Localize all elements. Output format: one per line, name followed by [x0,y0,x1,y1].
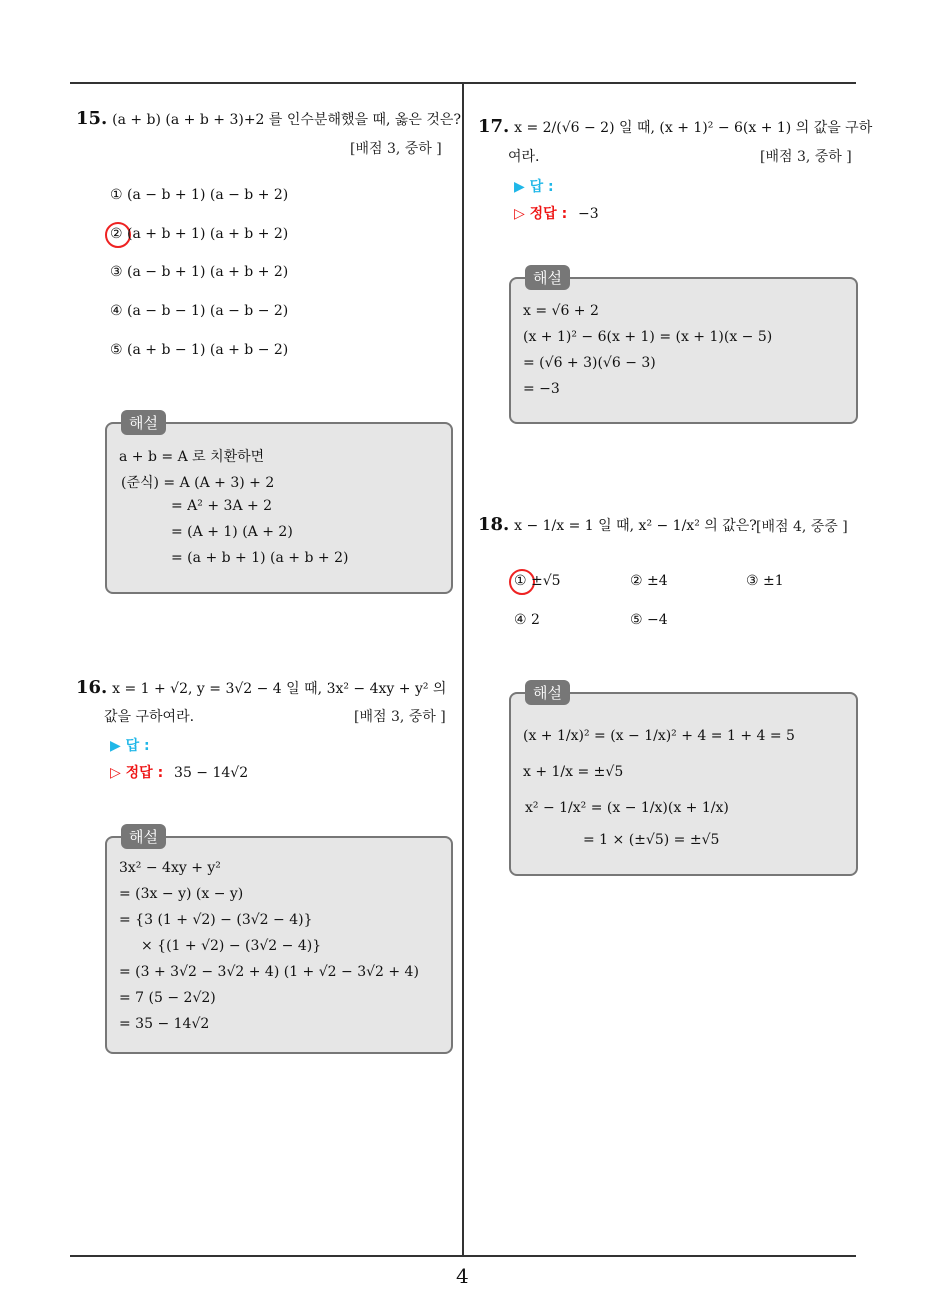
question-text: x − 1/x = 1 일 때, x² − 1/x² 의 값은? [514,518,757,534]
exp-line: = (a + b + 1) (a + b + 2) [171,550,349,566]
score-meta: [배점 4, 중중 ] [756,519,848,535]
exp-line: (준식) = A (A + 3) + 2 [121,475,275,491]
question-text: x = 1 + √2, y = 3√2 − 4 일 때, 3x² − 4xy + y² 의 [112,681,447,697]
exp-line: = 35 − 14√2 [119,1016,210,1032]
exp-line: (x + 1/x)² = (x − 1/x)² + 4 = 1 + 4 = 5 [523,728,795,744]
exp-line: x² − 1/x² = (x − 1/x)(x + 1/x) [525,800,729,816]
page-number: 4 [456,1264,469,1288]
question-text: (a + b) (a + b + 3)+2 를 인수분해했을 때, 옳은 것은? [112,112,461,128]
exp-line: = (3x − y) (x − y) [119,886,244,902]
exp-line: x + 1/x = ±√5 [523,764,624,780]
exp-line: = (√6 + 3)(√6 − 3) [523,355,656,371]
choice-1[interactable]: ① ±√5 [514,573,561,589]
exp-line: = 7 (5 − 2√2) [119,990,216,1006]
column-divider [462,82,464,1256]
exp-line: 3x² − 4xy + y² [119,860,221,876]
question-number: 15. [76,108,108,129]
answer-label: ▶ 답 : [514,179,554,195]
explanation-box [509,684,858,876]
answer-label: ▶ 답 : [110,738,150,754]
question-number: 18. [478,514,510,535]
choice-3[interactable]: ③ ±1 [746,573,784,589]
question-text-cont: 여라. [508,149,540,165]
choice-3[interactable]: ③ (a − b + 1) (a + b + 2) [110,264,289,280]
choice-5[interactable]: ⑤ (a + b − 1) (a + b − 2) [110,342,289,358]
score-meta: [배점 3, 중하 ] [760,149,852,165]
exp-line: = {3 (1 + √2) − (3√2 − 4)} [119,912,313,928]
exp-line: = A² + 3A + 2 [171,498,273,514]
explanation-tab: 해설 [525,680,570,705]
exp-line: = −3 [523,381,560,397]
correct-answer-label: ▷ 정답 : [514,206,568,222]
explanation-tab: 해설 [121,410,166,435]
choice-2[interactable]: ② (a + b + 1) (a + b + 2) [110,226,289,242]
exp-line: = (A + 1) (A + 2) [171,524,293,540]
exp-line: = 1 × (±√5) = ±√5 [583,832,720,848]
question-text: x = 2/(√6 − 2) 일 때, (x + 1)² − 6(x + 1) 의 값을 구하 [514,120,873,136]
question-number: 16. [76,677,108,698]
exp-line: x = √6 + 2 [523,303,599,319]
choice-1[interactable]: ① (a − b + 1) (a − b + 2) [110,187,289,203]
choice-4[interactable]: ④ 2 [514,612,540,628]
exp-line: a + b = A 로 치환하면 [119,449,265,465]
question-number: 17. [478,116,510,137]
exp-line: × {(1 + √2) − (3√2 − 4)} [141,938,322,954]
explanation-tab: 해설 [525,265,570,290]
question-text-cont: 값을 구하여라. [104,709,195,725]
explanation-box [509,269,858,424]
correct-answer-value: 35 − 14√2 [174,765,249,781]
exp-line: = (3 + 3√2 − 3√2 + 4) (1 + √2 − 3√2 + 4) [119,964,419,980]
choice-4[interactable]: ④ (a − b − 1) (a − b − 2) [110,303,289,319]
choice-2[interactable]: ② ±4 [630,573,668,589]
choice-5[interactable]: ⑤ −4 [630,612,668,628]
explanation-box [105,414,453,594]
explanation-tab: 해설 [121,824,166,849]
explanation-box [105,828,453,1054]
bottom-rule [70,1255,856,1257]
exp-line: (x + 1)² − 6(x + 1) = (x + 1)(x − 5) [523,329,773,345]
score-meta: [배점 3, 중하 ] [354,709,446,725]
correct-answer-label: ▷ 정답 : [110,765,164,781]
score-meta: [배점 3, 중하 ] [350,141,442,157]
correct-answer-value: −3 [578,206,599,222]
